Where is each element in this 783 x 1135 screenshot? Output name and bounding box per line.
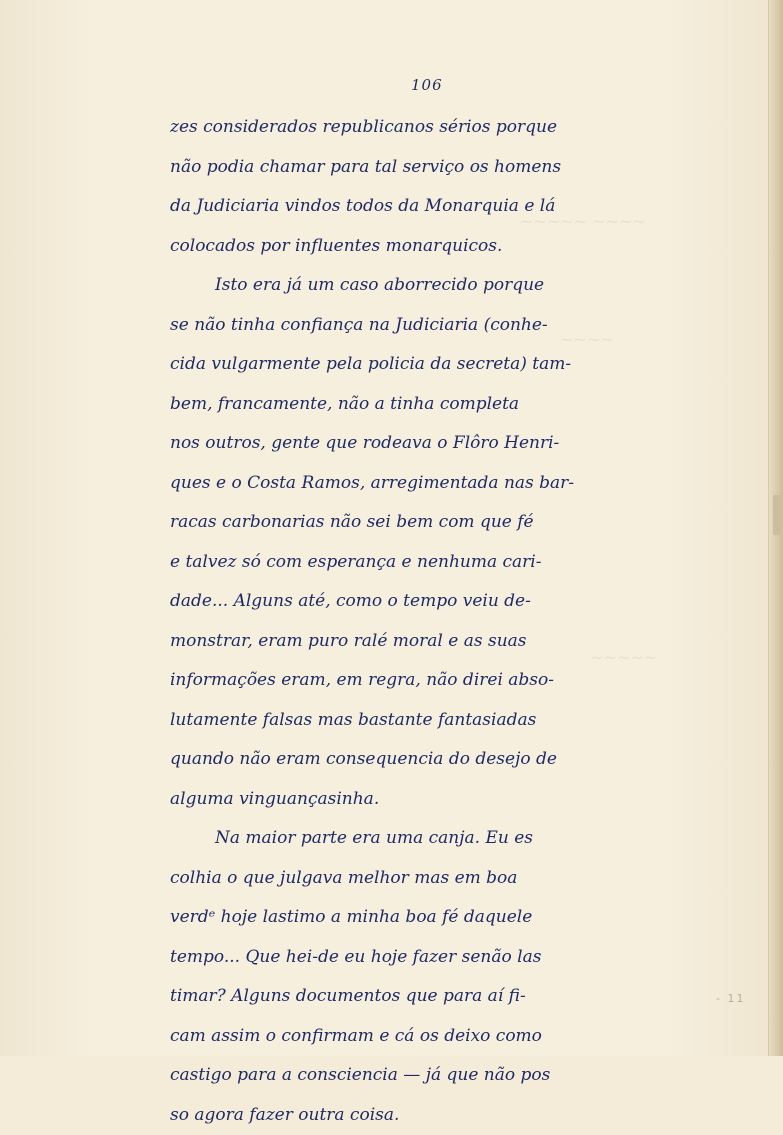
page-number: 106	[411, 76, 443, 94]
text-line: dade... Alguns até, como o tempo veiu de-	[170, 582, 690, 622]
text-line: nos outros, gente que rodeava o Flôro Henri-	[170, 424, 690, 464]
text-line: ques e o Costa Ramos, arregimentada nas bar-	[170, 464, 690, 504]
handwritten-text-block	[170, 108, 690, 1135]
text-line: so agora fazer outra coisa.	[170, 1096, 690, 1135]
text-line: cida vulgarmente pela policia da secreta) tam-	[170, 345, 690, 385]
text-line: bem, francamente, não a tinha completa	[170, 385, 690, 425]
text-line: quando não eram consequencia do desejo de	[170, 740, 690, 780]
text-line: e talvez só com esperança e nenhuma cari-	[170, 543, 690, 583]
text-line: se não tinha confiança na Judiciaria (conhe-	[170, 306, 690, 346]
text-line: verdᵉ hoje lastimo a minha boa fé daquele	[170, 898, 690, 938]
text-line: tempo... Que hei-de eu hoje fazer senão las	[170, 938, 690, 978]
text-line: racas carbonarias não sei bem com que fé	[170, 503, 690, 543]
bleed-through-text: ~~~~~	[590, 648, 657, 667]
text-line: não podia chamar para tal serviço os homens	[170, 148, 690, 188]
text-line: colhia o que julgava melhor mas em boa	[170, 859, 690, 899]
text-line: cam assim o confirmam e cá os deixo como	[170, 1017, 690, 1057]
pencil-annotation: - 11	[716, 992, 745, 1005]
text-line: colocados por influentes monarquicos.	[170, 227, 690, 267]
text-line: lutamente falsas mas bastante fantasiadas	[170, 701, 690, 741]
text-line: Isto era já um caso aborrecido porque	[170, 266, 690, 306]
text-line: monstrar, eram puro ralé moral e as suas	[170, 622, 690, 662]
text-line: da Judiciaria vindos todos da Monarquia e lá	[170, 187, 690, 227]
text-line: Na maior parte era uma canja. Eu es	[170, 819, 690, 859]
binding-edge	[768, 0, 783, 1056]
text-line: informações eram, em regra, não direi abso-	[170, 661, 690, 701]
binding-tab	[773, 495, 781, 535]
bleed-through-text: ~~~~	[560, 330, 614, 349]
text-line: zes considerados republicanos sérios porque	[170, 108, 690, 148]
text-line: alguma vinguançasinha.	[170, 780, 690, 820]
text-line: castigo para a consciencia — já que não pos	[170, 1056, 690, 1096]
bleed-through-text: ~~~~~ ~~~~	[520, 212, 646, 231]
text-line: timar? Alguns documentos que para aí fi-	[170, 977, 690, 1017]
